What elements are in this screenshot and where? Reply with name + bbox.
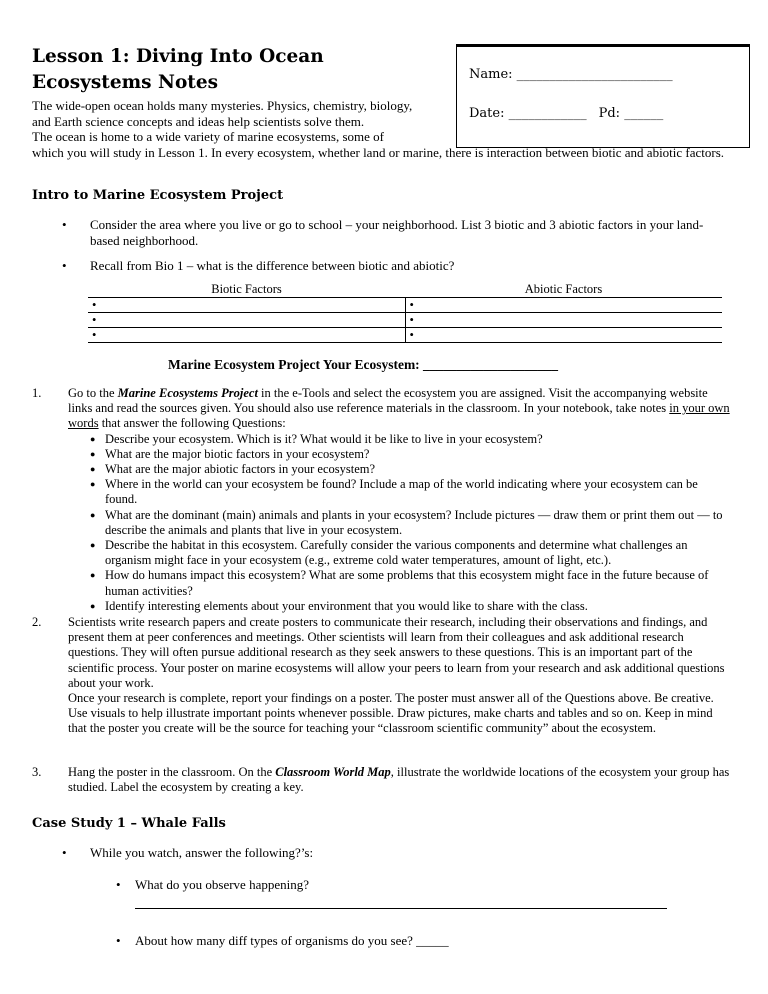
case-q1-bullet: • [116, 877, 121, 892]
abiotic-cell[interactable]: • [405, 313, 722, 328]
step-text: , illustrate the worldwide locations of the ecosystem your group has studied. Label the ecosystem by creating a key. [68, 765, 730, 795]
own-words-emphasis: in your own words [68, 401, 730, 431]
bullet-icon: • [62, 845, 67, 860]
date-field[interactable]: Date: ____________ [469, 106, 587, 121]
list-item: ● Describe your ecosystem. Which is it? What would it be like to live in your ecosystem? [90, 432, 732, 447]
step-body [68, 615, 732, 737]
classroom-world-map-emphasis: Classroom World Map [275, 765, 391, 779]
marine-ecosystems-project-link: Marine Ecosystems Project [117, 386, 258, 400]
step-text: that answer the following Questions: [98, 416, 286, 431]
step-3 [32, 765, 732, 795]
step-2 [32, 615, 732, 737]
list-item: ● Identify interesting elements about your environment that you would like to share with the class. [90, 599, 732, 614]
period-field[interactable]: Pd: ______ [598, 106, 664, 121]
list-item: ● What are the major biotic factors in your ecosystem? [90, 447, 732, 462]
intro-line-4: which you will study in Lesson 1. In every ecosystem, whether land or marine, there is interaction between biotic and abiotic factors. [32, 144, 725, 160]
intro-project-heading: Intro to Marine Ecosystem Project [32, 188, 284, 203]
bullet-icon: • [62, 258, 67, 273]
table-header-row [88, 282, 722, 298]
case-question-2: About how many diff types of organisms do you see? _____ [135, 933, 449, 948]
case-study-heading: Case Study 1 – Whale Falls [32, 816, 226, 831]
biotic-cell[interactable]: • [88, 313, 405, 328]
step-body [68, 765, 732, 795]
biotic-cell[interactable]: • [88, 298, 405, 313]
answer-line[interactable] [135, 908, 667, 909]
step-number: 1. [32, 386, 42, 400]
list-item: ● What are the major abiotic factors in your ecosystem? [90, 462, 732, 477]
table-row [88, 298, 722, 313]
intro-paragraph [32, 98, 744, 160]
step-paragraph: Scientists write research papers and create posters to communicate their research, including their observations and findings, and present them at peer conferences and meetings. Other scientists will learn from their colleagues and ask additional research questions. They will often pursue additional research as they seek answers to these questions. This is an important part of the scientific process. Your poster on marine ecosystems will allow your peers to learn from your research and ask additional questions about your work. [68, 615, 725, 690]
step-text: Go to the [68, 386, 118, 400]
abiotic-cell[interactable]: • [405, 328, 722, 343]
abiotic-cell[interactable]: • [405, 298, 722, 313]
list-item: ● What are the dominant (main) animals and plants in your ecosystem? Include pictures — draw them or print them out — to describe the animals and plants that live in your ecosystem. [90, 508, 732, 538]
step-text: Hang the poster in the classroom. On the [68, 765, 276, 779]
step-number: 2. [32, 615, 42, 629]
bullet-text: Recall from Bio 1 – what is the difference between biotic and abiotic? [90, 258, 455, 273]
bullet-icon: • [62, 217, 67, 232]
intro-line-1: The wide-open ocean holds many mysteries. Physics, chemistry, biology, [32, 98, 413, 113]
project-heading: Marine Ecosystem Project Your Ecosystem: ____________________ [168, 357, 559, 372]
list-item: ● How do humans impact this ecosystem? What are some problems that this ecosystem might face in the future because of human activities? [90, 568, 732, 598]
step-paragraph: Once your research is complete, report your findings on a poster. The poster must answer all of the Questions above. Be creative. Use visuals to help illustrate important points whenever possible. Draw pictures, make charts and tables and so on. Keep in mind that the poster you create will be the source for teaching your “classroom scientific community” about the ecosystem. [68, 691, 714, 736]
bullet-text: Consider the area where you live or go to school – your neighborhood. List 3 biotic and 3 abiotic factors in your land-based neighborhood. [90, 217, 704, 248]
page-title: Lesson 1: Diving Into Ocean Ecosystems Notes [32, 46, 324, 93]
step-body [68, 386, 732, 614]
list-item: ● Where in the world can your ecosystem be found? Include a map of the world indicating where your ecosystem can be found. [90, 477, 732, 507]
step-1 [32, 386, 732, 614]
table-row [88, 328, 722, 343]
list-item: ● Describe the habitat in this ecosystem. Carefully consider the various components and determine what challenges an organism might face in your ecosystem (e.g., extreme cold water temperatures, amount of light, etc.). [90, 538, 732, 568]
intro-line-2: and Earth science concepts and ideas help scientists solve them. [32, 113, 365, 129]
abiotic-header: Abiotic Factors [405, 282, 722, 298]
name-field[interactable]: Name: ________________________ [469, 67, 673, 82]
case-q2-bullet: • [116, 933, 121, 948]
biotic-header: Biotic Factors [88, 282, 405, 298]
step-text: in the e-Tools and select the ecosystem you are assigned. Visit the accompanying website links and read the sources given. You should also use reference materials in the classroom. In your notebook, take notes [68, 386, 708, 416]
question-list [68, 432, 732, 614]
intro-line-3: The ocean is home to a wide variety of marine ecosystems, some of [32, 129, 384, 144]
bullet-text: While you watch, answer the following?’s: [90, 845, 314, 860]
case-question-1: What do you observe happening? [135, 877, 310, 892]
biotic-cell[interactable]: • [88, 328, 405, 343]
step-number: 3. [32, 765, 42, 779]
table-row [88, 313, 722, 328]
factors-table [88, 282, 722, 343]
